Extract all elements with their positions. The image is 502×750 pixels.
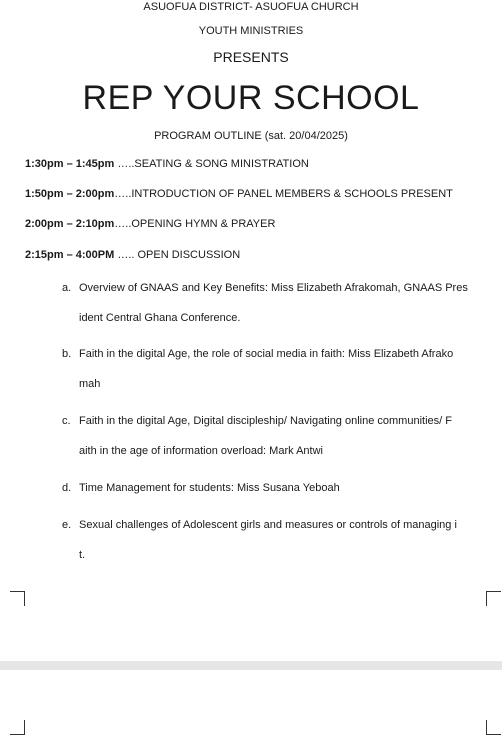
list-item-text: Sexual challenges of Adolescent girls and measures or controls of managing i <box>79 519 457 531</box>
program-outline-heading: PROGRAM OUTLINE (sat. 20/04/2025) <box>154 130 348 142</box>
list-item-text: Time Management for students: Miss Susana Yeboah <box>79 482 340 494</box>
list-item-text-continued: mah <box>79 378 101 390</box>
schedule-row <box>25 248 240 262</box>
schedule-activity: …..INTRODUCTION OF PANEL MEMBERS & SCHOOLS PRESENT <box>114 188 453 200</box>
list-item-letter: d. <box>62 482 72 494</box>
list-item-text-continued: ident Central Ghana Conference. <box>79 312 241 324</box>
list-item-text-continued: t. <box>79 549 86 561</box>
schedule-time: 2:15pm – 4:00PM <box>25 249 115 261</box>
schedule-time: 1:50pm – 2:00pm <box>25 188 115 200</box>
list-item <box>62 518 492 568</box>
list-item-letter: c. <box>62 415 71 427</box>
margin-corner-mark <box>10 591 25 606</box>
list-item <box>62 414 492 464</box>
margin-corner-mark <box>10 720 25 735</box>
list-item-text-continued: aith in the age of information overload: Mark Antwi <box>79 445 323 457</box>
district-heading: ASUOFUA DISTRICT- ASUOFUA CHURCH <box>143 1 359 13</box>
schedule-row <box>25 157 309 171</box>
presents-heading: PRESENTS <box>213 49 289 65</box>
list-item <box>62 347 492 397</box>
schedule-activity: ….. OPEN DISCUSSION <box>114 249 241 261</box>
list-item <box>62 481 492 501</box>
ministry-heading: YOUTH MINISTRIES <box>198 25 304 37</box>
list-item-text: Overview of GNAAS and Key Benefits: Miss Elizabeth Afrakomah, GNAAS Pres <box>79 282 468 294</box>
schedule-row <box>25 187 453 201</box>
list-item-letter: b. <box>62 348 72 360</box>
list-item <box>62 281 492 331</box>
schedule-time: 2:00pm – 2:10pm <box>25 218 115 230</box>
list-item-letter: a. <box>62 282 72 294</box>
schedule-time: 1:30pm – 1:45pm <box>25 158 115 170</box>
schedule-activity: …..SEATING & SONG MINISTRATION <box>114 158 309 170</box>
list-item-text: Faith in the digital Age, the role of social media in faith: Miss Elizabeth Afrako <box>79 348 454 360</box>
schedule-row <box>25 217 275 231</box>
margin-corner-mark <box>486 591 501 606</box>
list-item-text: Faith in the digital Age, Digital discipleship/ Navigating online communities/ F <box>79 415 452 427</box>
schedule-activity: …..OPENING HYMN & PRAYER <box>114 218 276 230</box>
page-break-gap <box>0 661 502 670</box>
margin-corner-mark <box>486 720 501 735</box>
event-title: REP YOUR SCHOOL <box>82 79 420 117</box>
list-item-letter: e. <box>62 519 72 531</box>
